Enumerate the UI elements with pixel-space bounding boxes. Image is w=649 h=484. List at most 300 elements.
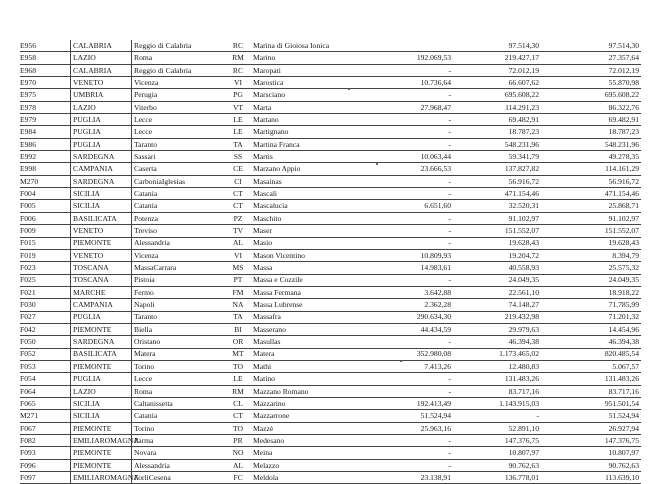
code-cell: E998 (20, 163, 71, 175)
code-cell: F067 (20, 422, 71, 434)
amount-1-cell: - (363, 225, 451, 237)
province-cell: Novara (132, 447, 228, 459)
code-cell: F030 (20, 299, 71, 311)
region-cell: LAZIO (71, 52, 132, 64)
municipality-cell: Maser (249, 225, 363, 237)
table-row (20, 101, 641, 113)
amount-3-cell: 548.231,96 (539, 138, 641, 150)
amount-2-cell: 548.231,96 (451, 138, 539, 150)
amount-3-cell: 86.322,76 (539, 101, 641, 113)
code-cell: E986 (20, 138, 71, 150)
amount-1-cell: - (363, 89, 451, 101)
table-body (20, 40, 641, 484)
municipality-cell: Meldola (249, 472, 363, 484)
amount-2-cell: 12.480,83 (451, 360, 539, 372)
code-cell: F093 (20, 447, 71, 459)
municipality-cell: Mazzarrone (249, 410, 363, 422)
province-cell: Alessandria (132, 459, 228, 471)
province-code-cell: RM (227, 52, 249, 64)
province-cell: Vicenza (132, 249, 228, 261)
table-row (20, 360, 641, 372)
region-cell: SICILIA (71, 200, 132, 212)
municipality-cell: Martano (249, 114, 363, 126)
table-row (20, 299, 641, 311)
amount-2-cell: 695.608,22 (451, 89, 539, 101)
code-cell: F050 (20, 336, 71, 348)
code-cell: F023 (20, 262, 71, 274)
amount-2-cell: 219.432,98 (451, 311, 539, 323)
amount-2-cell: 74.148,27 (451, 299, 539, 311)
municipality-cell: Matino (249, 373, 363, 385)
municipality-cell: Maropati (249, 64, 363, 76)
amount-3-cell: 131.483,26 (539, 373, 641, 385)
table-row (20, 336, 641, 348)
table-row (20, 348, 641, 360)
province-code-cell: VI (227, 77, 249, 89)
scan-speck (400, 360, 402, 362)
code-cell: F096 (20, 459, 71, 471)
region-cell: PIEMONTE (71, 459, 132, 471)
province-code-cell: TO (227, 422, 249, 434)
code-cell: F053 (20, 360, 71, 372)
table-row (20, 459, 641, 471)
amount-1-cell: - (363, 459, 451, 471)
amount-1-cell: - (363, 188, 451, 200)
municipality-cell: Massafra (249, 311, 363, 323)
amount-3-cell: 46.394,38 (539, 336, 641, 348)
province-code-cell: PG (227, 89, 249, 101)
code-cell: F054 (20, 373, 71, 385)
amount-3-cell: 49.278,35 (539, 151, 641, 163)
municipality-cell: Martina Franca (249, 138, 363, 150)
region-cell: LAZIO (71, 101, 132, 113)
amount-1-cell: 192.413,49 (363, 397, 451, 409)
municipality-cell: Marina di Gioiosa Ionica (249, 40, 363, 52)
region-cell: PIEMONTE (71, 422, 132, 434)
amount-3-cell: 113.639,10 (539, 472, 641, 484)
amount-3-cell: 5.067,57 (539, 360, 641, 372)
amount-3-cell: 951.501,54 (539, 397, 641, 409)
region-cell: SICILIA (71, 188, 132, 200)
region-cell: PUGLIA (71, 126, 132, 138)
amount-1-cell: - (363, 64, 451, 76)
municipality-cell: Masserano (249, 323, 363, 335)
amount-2-cell: 66.607,62 (451, 77, 539, 89)
amount-2-cell: 72.012,19 (451, 64, 539, 76)
table-row (20, 435, 641, 447)
region-cell: VENETO (71, 77, 132, 89)
municipality-cell: Massa (249, 262, 363, 274)
amount-2-cell: 69.482,91 (451, 114, 539, 126)
table-row (20, 323, 641, 335)
province-cell: Taranto (132, 138, 228, 150)
province-cell: Reggio di Calabria (132, 64, 228, 76)
amount-1-cell: - (363, 138, 451, 150)
region-cell: SICILIA (71, 410, 132, 422)
amount-3-cell: 10.807,97 (539, 447, 641, 459)
municipality-cell: Marino (249, 52, 363, 64)
amount-3-cell: 18.918,22 (539, 286, 641, 298)
code-cell: F097 (20, 472, 71, 484)
province-code-cell: CT (227, 200, 249, 212)
province-code-cell: CT (227, 410, 249, 422)
amount-3-cell: 97.514,30 (539, 40, 641, 52)
province-code-cell: CE (227, 163, 249, 175)
province-code-cell: OR (227, 336, 249, 348)
amount-1-cell: - (363, 385, 451, 397)
municipality-cell: Marta (249, 101, 363, 113)
amount-1-cell (363, 40, 451, 52)
amount-3-cell: 25.575,32 (539, 262, 641, 274)
province-cell: Lecce (132, 373, 228, 385)
province-cell: Catania (132, 200, 228, 212)
code-cell: F042 (20, 323, 71, 335)
region-cell: PUGLIA (71, 114, 132, 126)
province-cell: Reggio di Calabria (132, 40, 228, 52)
province-cell: CarboniaIglesias (132, 175, 228, 187)
province-code-cell: TA (227, 138, 249, 150)
code-cell: F021 (20, 286, 71, 298)
province-code-cell: PR (227, 435, 249, 447)
code-cell: E978 (20, 101, 71, 113)
amount-2-cell: 29.979,63 (451, 323, 539, 335)
province-code-cell: PT (227, 274, 249, 286)
amount-1-cell: 44.434,59 (363, 323, 451, 335)
table-row (20, 163, 641, 175)
amount-3-cell: 14.454,96 (539, 323, 641, 335)
province-code-cell: TA (227, 311, 249, 323)
code-cell: E979 (20, 114, 71, 126)
region-cell: SICILIA (71, 397, 132, 409)
municipality-cell: Martis (249, 151, 363, 163)
amount-3-cell: 90.762,63 (539, 459, 641, 471)
amount-3-cell: 695.608,22 (539, 89, 641, 101)
code-cell: F004 (20, 188, 71, 200)
amount-1-cell: 352.980,08 (363, 348, 451, 360)
province-cell: Catania (132, 410, 228, 422)
region-cell: BASILICATA (71, 212, 132, 224)
table-row (20, 225, 641, 237)
amount-2-cell: 24.049,35 (451, 274, 539, 286)
amount-1-cell: - (363, 212, 451, 224)
amount-1-cell: - (363, 435, 451, 447)
province-code-cell: AL (227, 237, 249, 249)
table-row (20, 212, 641, 224)
province-cell: Torino (132, 422, 228, 434)
municipality-cell: Masio (249, 237, 363, 249)
province-code-cell: TV (227, 225, 249, 237)
province-cell: Roma (132, 52, 228, 64)
code-cell: E958 (20, 52, 71, 64)
code-cell: F052 (20, 348, 71, 360)
amount-2-cell: 18.787,23 (451, 126, 539, 138)
amount-1-cell: 192.069,53 (363, 52, 451, 64)
amount-2-cell: 46.394,38 (451, 336, 539, 348)
municipality-table (20, 40, 641, 484)
amount-2-cell: 97.514,30 (451, 40, 539, 52)
amount-3-cell: 69.482,91 (539, 114, 641, 126)
province-code-cell: FM (227, 286, 249, 298)
amount-3-cell: 471.154,46 (539, 188, 641, 200)
table-row (20, 89, 641, 101)
province-cell: MassaCarrara (132, 262, 228, 274)
code-cell: F015 (20, 237, 71, 249)
table-row (20, 385, 641, 397)
table-row (20, 410, 641, 422)
amount-1-cell: 6.651,60 (363, 200, 451, 212)
province-cell: Alessandria (132, 237, 228, 249)
table-row (20, 64, 641, 76)
amount-2-cell: 147.376,75 (451, 435, 539, 447)
municipality-cell: Mason Vicentino (249, 249, 363, 261)
amount-1-cell: - (363, 447, 451, 459)
province-code-cell: SS (227, 151, 249, 163)
region-cell: MARCHE (71, 286, 132, 298)
table-row (20, 151, 641, 163)
amount-1-cell: - (363, 237, 451, 249)
municipality-cell: Mascalucia (249, 200, 363, 212)
amount-2-cell: 219.427,17 (451, 52, 539, 64)
municipality-cell: Meina (249, 447, 363, 459)
province-cell: Caserta (132, 163, 228, 175)
amount-1-cell: 7.413,26 (363, 360, 451, 372)
amount-1-cell: 290.634,30 (363, 311, 451, 323)
province-code-cell: RC (227, 40, 249, 52)
table-row (20, 188, 641, 200)
region-cell: CAMPANIA (71, 299, 132, 311)
region-cell: EMILIAROMAGNA (71, 472, 132, 484)
province-cell: Potenza (132, 212, 228, 224)
scan-speck (348, 88, 350, 90)
amount-2-cell: 56.916,72 (451, 175, 539, 187)
municipality-cell: Medesano (249, 435, 363, 447)
municipality-cell: Mascali (249, 188, 363, 200)
amount-3-cell: 27.357,64 (539, 52, 641, 64)
amount-1-cell: 10.063,44 (363, 151, 451, 163)
amount-1-cell: - (363, 175, 451, 187)
amount-2-cell: 40.558,93 (451, 262, 539, 274)
amount-2-cell: 1.143.915,03 (451, 397, 539, 409)
scan-speck (376, 163, 378, 165)
province-code-cell: CL (227, 397, 249, 409)
municipality-cell: Masainas (249, 175, 363, 187)
amount-2-cell: 83.717,16 (451, 385, 539, 397)
amount-2-cell: 10.807,97 (451, 447, 539, 459)
municipality-cell: Marostica (249, 77, 363, 89)
amount-1-cell: - (363, 126, 451, 138)
province-code-cell: LE (227, 114, 249, 126)
amount-3-cell: 55.870,98 (539, 77, 641, 89)
amount-1-cell: 2.362,28 (363, 299, 451, 311)
amount-2-cell: 90.762,63 (451, 459, 539, 471)
amount-2-cell: 114.291,23 (451, 101, 539, 113)
province-cell: Torino (132, 360, 228, 372)
region-cell: PIEMONTE (71, 360, 132, 372)
amount-2-cell: 22.561,10 (451, 286, 539, 298)
code-cell: F082 (20, 435, 71, 447)
province-code-cell: MT (227, 348, 249, 360)
amount-2-cell: 471.154,46 (451, 188, 539, 200)
code-cell: F005 (20, 200, 71, 212)
amount-3-cell: 24.049,35 (539, 274, 641, 286)
amount-1-cell: 23.666,53 (363, 163, 451, 175)
code-cell: M271 (20, 410, 71, 422)
amount-2-cell: 136.778,01 (451, 472, 539, 484)
code-cell: E970 (20, 77, 71, 89)
province-code-cell: RC (227, 64, 249, 76)
amount-1-cell: - (363, 114, 451, 126)
municipality-cell: Maschito (249, 212, 363, 224)
amount-3-cell: 56.916,72 (539, 175, 641, 187)
province-code-cell: LE (227, 126, 249, 138)
municipality-cell: Massa Lubrense (249, 299, 363, 311)
province-code-cell: CT (227, 188, 249, 200)
municipality-cell: Marsciano (249, 89, 363, 101)
province-cell: Caltanissetta (132, 397, 228, 409)
amount-1-cell: 25.963,16 (363, 422, 451, 434)
province-cell: Lecce (132, 114, 228, 126)
region-cell: PIEMONTE (71, 447, 132, 459)
province-code-cell: BI (227, 323, 249, 335)
amount-1-cell: 23.138,91 (363, 472, 451, 484)
province-cell: Roma (132, 385, 228, 397)
code-cell: F009 (20, 225, 71, 237)
province-cell: Perugia (132, 89, 228, 101)
municipality-cell: Mazzano Romano (249, 385, 363, 397)
table-row (20, 274, 641, 286)
amount-2-cell: 131.483,26 (451, 373, 539, 385)
amount-1-cell: 51.524,94 (363, 410, 451, 422)
province-cell: Pistoia (132, 274, 228, 286)
province-cell: Viterbo (132, 101, 228, 113)
amount-3-cell: 8.394,79 (539, 249, 641, 261)
amount-2-cell: 137.827,82 (451, 163, 539, 175)
region-cell: UMBRIA (71, 89, 132, 101)
table-row (20, 397, 641, 409)
province-code-cell: PZ (227, 212, 249, 224)
province-cell: Matera (132, 348, 228, 360)
amount-1-cell: 10.736,64 (363, 77, 451, 89)
province-cell: Fermo (132, 286, 228, 298)
region-cell: TOSCANA (71, 274, 132, 286)
region-cell: SARDEGNA (71, 336, 132, 348)
code-cell: E992 (20, 151, 71, 163)
municipality-cell: Masullas (249, 336, 363, 348)
region-cell: CALABRIA (71, 40, 132, 52)
province-cell: Oristano (132, 336, 228, 348)
table-row (20, 422, 641, 434)
amount-2-cell: 19.628,43 (451, 237, 539, 249)
amount-2-cell: 52.891,10 (451, 422, 539, 434)
amount-3-cell: 71.785,99 (539, 299, 641, 311)
code-cell: M270 (20, 175, 71, 187)
province-code-cell: VT (227, 101, 249, 113)
amount-2-cell: 91.102,97 (451, 212, 539, 224)
region-cell: CALABRIA (71, 64, 132, 76)
province-code-cell: AL (227, 459, 249, 471)
amount-3-cell: 147.376,75 (539, 435, 641, 447)
region-cell: VENETO (71, 225, 132, 237)
municipality-cell: Matera (249, 348, 363, 360)
municipality-cell: Massa e Cozzile (249, 274, 363, 286)
table-row (20, 286, 641, 298)
municipality-cell: Melazzo (249, 459, 363, 471)
region-cell: PUGLIA (71, 138, 132, 150)
amount-3-cell: 26.927,94 (539, 422, 641, 434)
province-code-cell: MS (227, 262, 249, 274)
province-code-cell: TO (227, 360, 249, 372)
code-cell: F025 (20, 274, 71, 286)
amount-3-cell: 18.787,23 (539, 126, 641, 138)
table-row (20, 175, 641, 187)
region-cell: LAZIO (71, 385, 132, 397)
municipality-cell: Mazzarino (249, 397, 363, 409)
municipality-cell: Mathi (249, 360, 363, 372)
region-cell: SARDEGNA (71, 151, 132, 163)
region-cell: PUGLIA (71, 311, 132, 323)
province-code-cell: NA (227, 299, 249, 311)
region-cell: EMILIAROMAGNA (71, 435, 132, 447)
code-cell: F065 (20, 397, 71, 409)
municipality-cell: Marzano Appio (249, 163, 363, 175)
region-cell: SARDEGNA (71, 175, 132, 187)
amount-1-cell: - (363, 274, 451, 286)
region-cell: BASILICATA (71, 348, 132, 360)
table-row (20, 77, 641, 89)
amount-3-cell: 83.717,16 (539, 385, 641, 397)
table-row (20, 472, 641, 484)
region-cell: TOSCANA (71, 262, 132, 274)
code-cell: E968 (20, 64, 71, 76)
code-cell: E984 (20, 126, 71, 138)
table-row (20, 249, 641, 261)
province-code-cell: NO (227, 447, 249, 459)
code-cell: F027 (20, 311, 71, 323)
amount-3-cell: 19.628,43 (539, 237, 641, 249)
amount-1-cell: 10.809,93 (363, 249, 451, 261)
region-cell: PUGLIA (71, 373, 132, 385)
table-row (20, 447, 641, 459)
amount-3-cell: 25.868,71 (539, 200, 641, 212)
code-cell: E975 (20, 89, 71, 101)
region-cell: PIEMONTE (71, 323, 132, 335)
amount-2-cell: 1.173.465,02 (451, 348, 539, 360)
table-row (20, 237, 641, 249)
amount-2-cell: 151.552,07 (451, 225, 539, 237)
table-row (20, 40, 641, 52)
municipality-cell: Martignano (249, 126, 363, 138)
amount-3-cell: 71.201,32 (539, 311, 641, 323)
amount-3-cell: 91.102,97 (539, 212, 641, 224)
province-cell: Lecce (132, 126, 228, 138)
code-cell: F006 (20, 212, 71, 224)
province-cell: Sassari (132, 151, 228, 163)
region-cell: PIEMONTE (71, 237, 132, 249)
amount-2-cell: 32.520,31 (451, 200, 539, 212)
province-cell: Parma (132, 435, 228, 447)
amount-2-cell: - (451, 410, 539, 422)
province-cell: Vicenza (132, 77, 228, 89)
amount-3-cell: 114.161,29 (539, 163, 641, 175)
province-code-cell: FC (227, 472, 249, 484)
amount-3-cell: 51.524,94 (539, 410, 641, 422)
table-row (20, 262, 641, 274)
province-cell: Biella (132, 323, 228, 335)
table-row (20, 114, 641, 126)
amount-1-cell: 14.983,61 (363, 262, 451, 274)
amount-3-cell: 151.552,07 (539, 225, 641, 237)
code-cell: F019 (20, 249, 71, 261)
